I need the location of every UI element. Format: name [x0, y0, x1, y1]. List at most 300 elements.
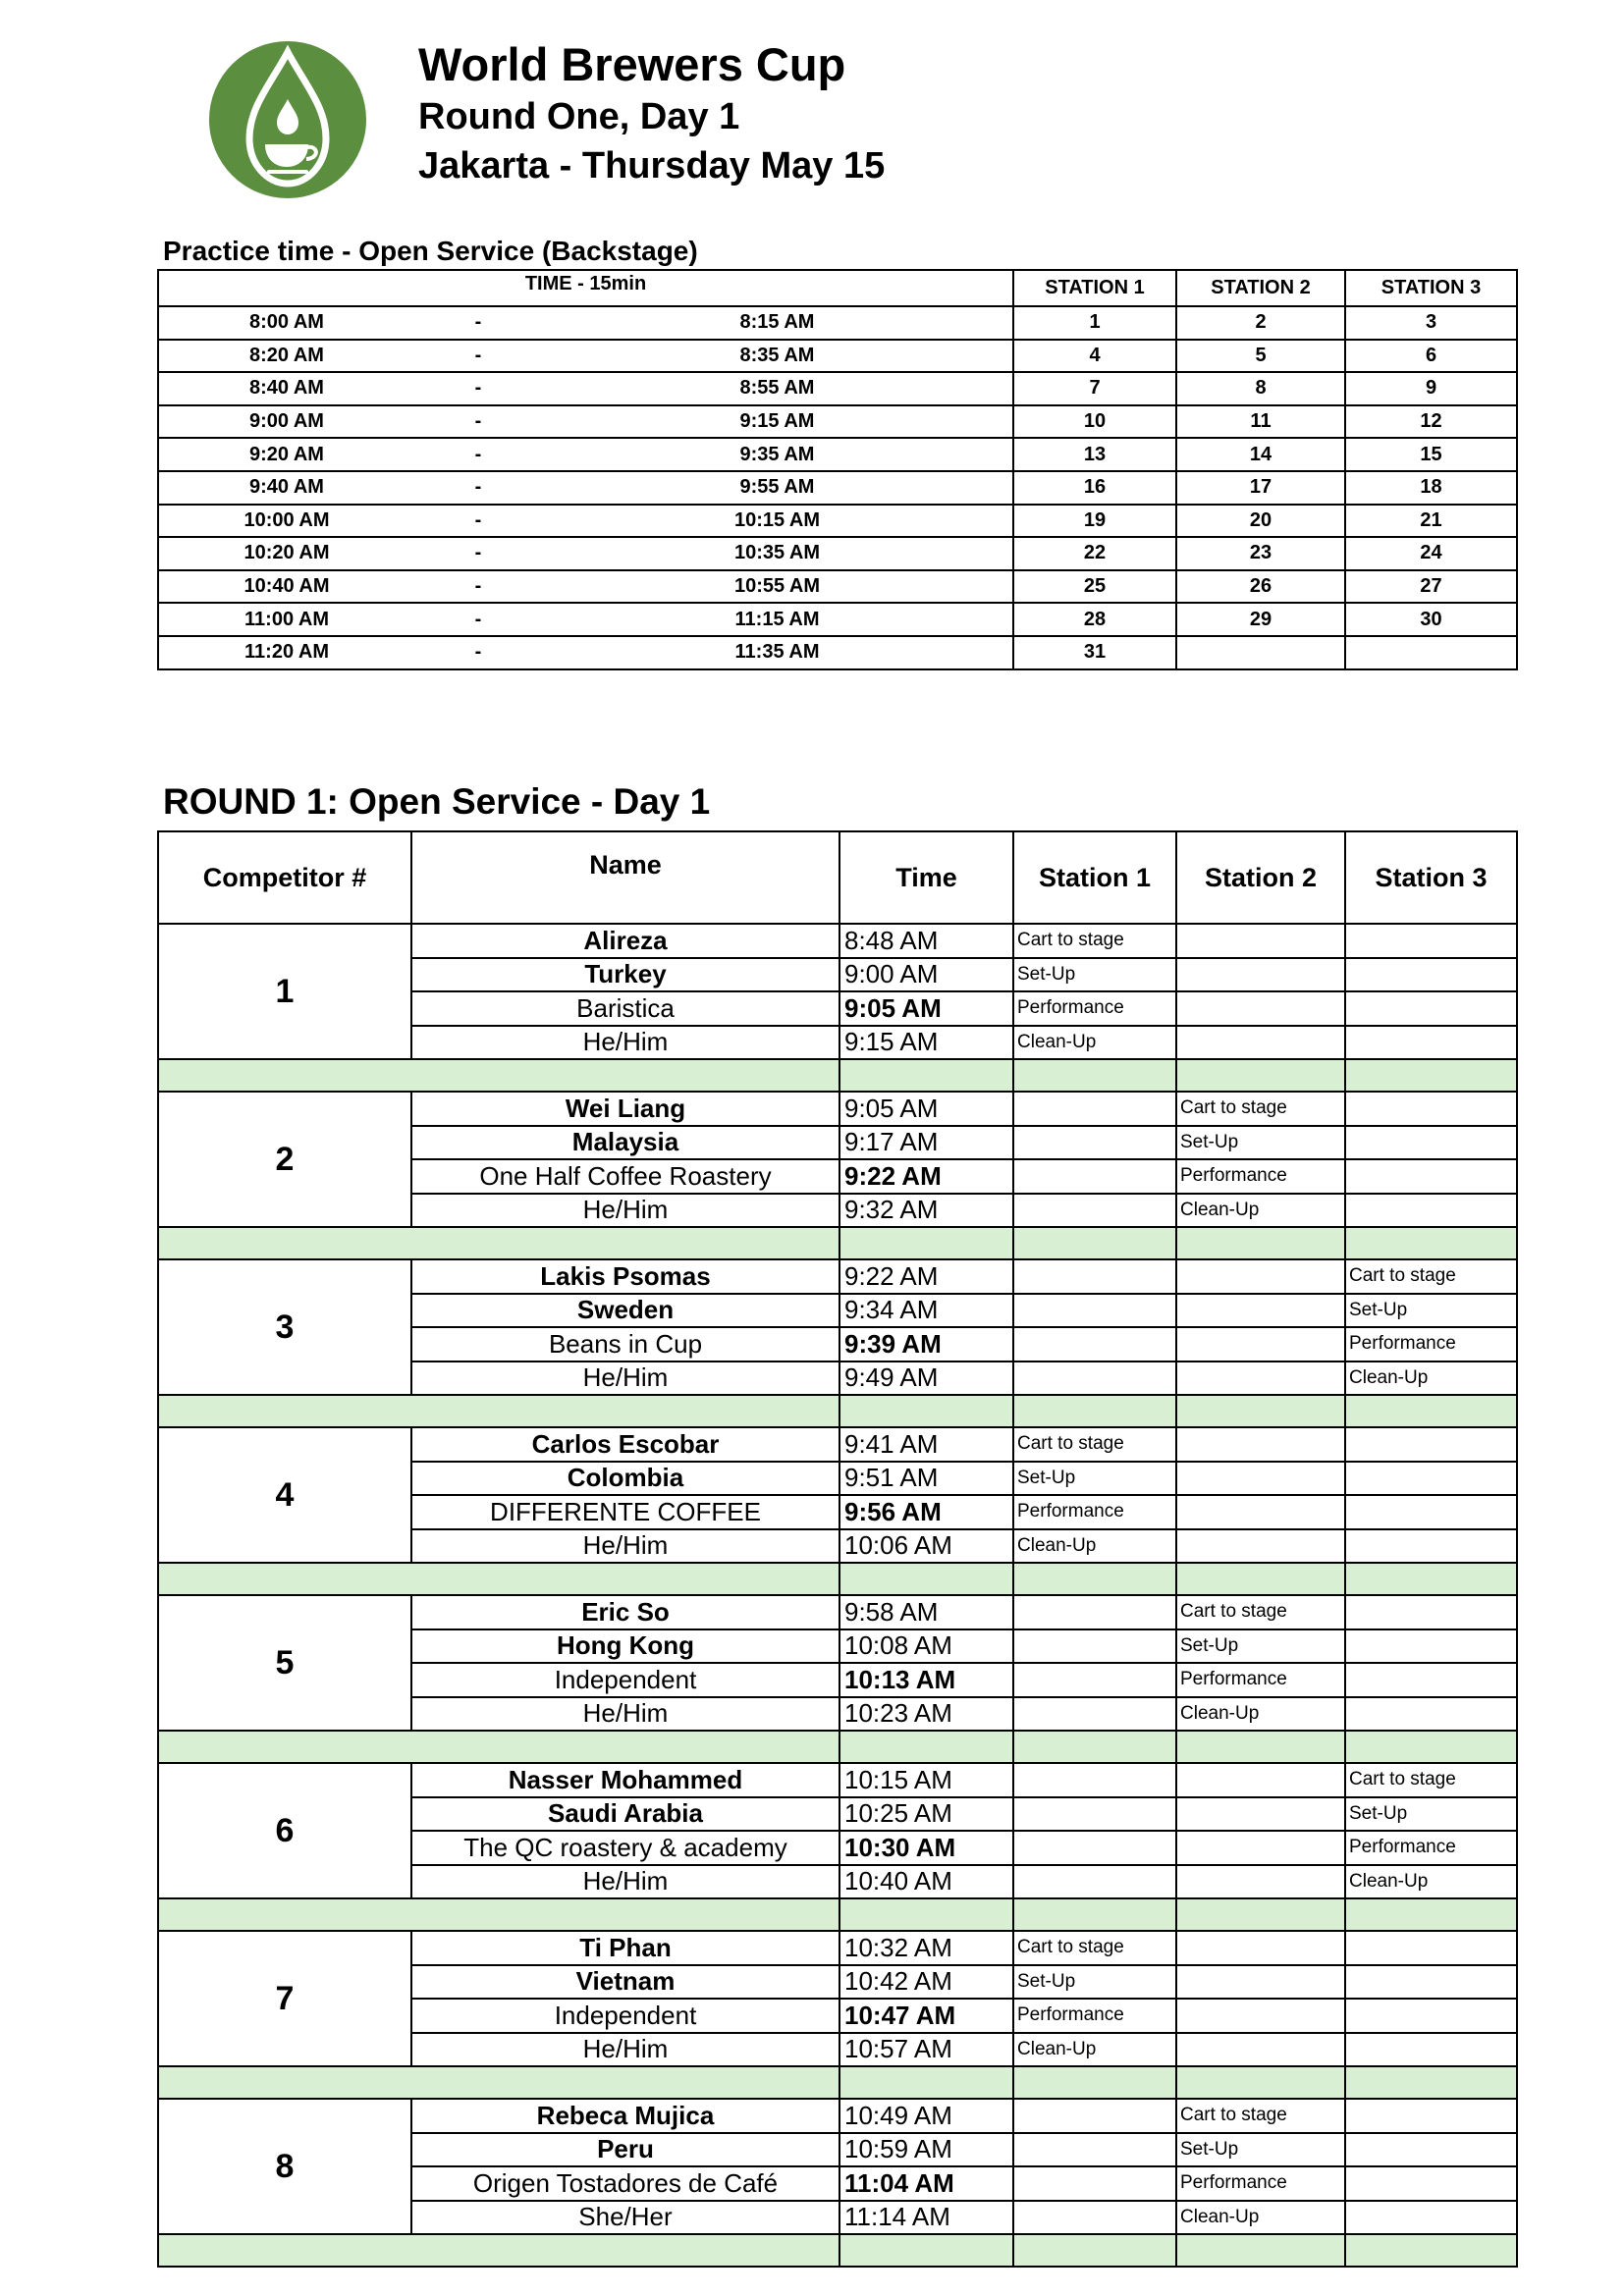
slot-time: 9:15 AM: [839, 1026, 1013, 1060]
separator-cell: [1345, 2066, 1517, 2099]
end-time: 10:15 AM: [733, 508, 821, 531]
station-3-slot: 15: [1345, 438, 1517, 471]
practice-header-row: [158, 270, 1517, 306]
competitor-pronouns: She/Her: [411, 2201, 839, 2235]
competitor-row: [158, 1259, 1517, 1294]
time-range-cell: [158, 471, 1013, 505]
slot-time: 8:48 AM: [839, 924, 1013, 958]
station-2-slot: 5: [1176, 340, 1345, 373]
competitor-name: Lakis Psomas: [411, 1259, 839, 1294]
separator-row: [158, 1227, 1517, 1259]
separator-cell: [1013, 1059, 1176, 1092]
step-set-up: Set-Up: [1176, 1629, 1345, 1664]
slot-time: 10:08 AM: [839, 1629, 1013, 1664]
slot-time: 10:32 AM: [839, 1931, 1013, 1965]
step-performance: Performance: [1176, 2166, 1345, 2201]
competitor-header: Competitor #: [158, 831, 411, 924]
empty-cell: [1013, 1259, 1176, 1294]
step-clean-up: Clean-Up: [1176, 1194, 1345, 1228]
competitor-company: One Half Coffee Roastery: [411, 1159, 839, 1194]
station-2-header: Station 2: [1176, 831, 1345, 924]
empty-cell: [1176, 1931, 1345, 1965]
station-3-slot: 6: [1345, 340, 1517, 373]
location-date: Jakarta - Thursday May 15: [418, 145, 886, 187]
start-time: 9:20 AM: [249, 443, 324, 465]
empty-cell: [1176, 1026, 1345, 1060]
step-set-up: Set-Up: [1013, 1462, 1176, 1496]
separator-cell: [1176, 1227, 1345, 1259]
slot-time: 9:05 AM: [839, 991, 1013, 1026]
station-2-slot: 20: [1176, 505, 1345, 538]
separator-cell: [839, 1898, 1013, 1931]
empty-cell: [1176, 1327, 1345, 1362]
station-2-header: STATION 2: [1176, 270, 1345, 306]
time-separator: -: [474, 575, 482, 598]
separator-cell: [1176, 1898, 1345, 1931]
slot-time: 9:22 AM: [839, 1159, 1013, 1194]
time-separator: -: [474, 508, 482, 531]
slot-time: 10:49 AM: [839, 2099, 1013, 2133]
station-3-slot: 24: [1345, 537, 1517, 570]
station-1-slot: 1: [1013, 306, 1176, 340]
station-2-slot: 2: [1176, 306, 1345, 340]
separator-cell: [1345, 1395, 1517, 1427]
slot-time: 11:04 AM: [839, 2166, 1013, 2201]
competitor-company: Independent: [411, 1663, 839, 1697]
station-3-slot: 12: [1345, 405, 1517, 439]
step-clean-up: Clean-Up: [1176, 2201, 1345, 2235]
empty-cell: [1345, 1529, 1517, 1564]
station-2-slot: 11: [1176, 405, 1345, 439]
station-2-slot: 29: [1176, 603, 1345, 636]
practice-row: [158, 405, 1517, 439]
empty-cell: [1345, 1495, 1517, 1529]
empty-cell: [1013, 1697, 1176, 1732]
empty-cell: [1013, 1595, 1176, 1629]
practice-table: [157, 269, 1518, 670]
station-1-slot: 31: [1013, 636, 1176, 669]
separator-cell: [839, 1731, 1013, 1763]
empty-cell: [1176, 1529, 1345, 1564]
step-clean-up: Clean-Up: [1013, 1529, 1176, 1564]
station-3-slot: 21: [1345, 505, 1517, 538]
slot-time: 9:51 AM: [839, 1462, 1013, 1496]
competitor-pronouns: He/Him: [411, 1697, 839, 1732]
slot-time: 10:47 AM: [839, 1999, 1013, 2033]
time-separator: -: [474, 608, 482, 630]
competitor-country: Hong Kong: [411, 1629, 839, 1664]
practice-row: [158, 438, 1517, 471]
separator-cell: [1345, 2234, 1517, 2267]
station-3-slot: 9: [1345, 372, 1517, 405]
station-3-slot: 30: [1345, 603, 1517, 636]
separator-cell: [1013, 1731, 1176, 1763]
start-time: 10:20 AM: [244, 542, 330, 564]
competitor-name: Carlos Escobar: [411, 1427, 839, 1462]
competitor-country: Saudi Arabia: [411, 1797, 839, 1832]
step-cart-to-stage: Cart to stage: [1345, 1763, 1517, 1797]
separator-cell: [1013, 2066, 1176, 2099]
time-separator: -: [474, 476, 482, 499]
separator-cell: [158, 1898, 839, 1931]
time-header: TIME - 15min: [158, 270, 1013, 306]
separator-cell: [839, 1395, 1013, 1427]
competitor-country: Turkey: [411, 958, 839, 992]
competitor-name: Wei Liang: [411, 1092, 839, 1126]
station-3-slot: 27: [1345, 570, 1517, 604]
step-set-up: Set-Up: [1013, 1965, 1176, 2000]
time-range-cell: [158, 372, 1013, 405]
competitor-pronouns: He/Him: [411, 1865, 839, 1899]
slot-time: 9:58 AM: [839, 1595, 1013, 1629]
slot-time: 10:06 AM: [839, 1529, 1013, 1564]
empty-cell: [1345, 1931, 1517, 1965]
separator-cell: [839, 1059, 1013, 1092]
competitor-number: 5: [158, 1595, 411, 1731]
empty-cell: [1176, 1999, 1345, 2033]
slot-time: 9:17 AM: [839, 1126, 1013, 1160]
empty-cell: [1013, 1362, 1176, 1396]
slot-time: 11:14 AM: [839, 2201, 1013, 2235]
station-1-slot: 22: [1013, 537, 1176, 570]
start-time: 11:00 AM: [244, 608, 329, 630]
separator-cell: [1345, 1898, 1517, 1931]
slot-time: 10:40 AM: [839, 1865, 1013, 1899]
empty-cell: [1013, 1194, 1176, 1228]
time-range-cell: [158, 405, 1013, 439]
empty-cell: [1176, 924, 1345, 958]
competitor-name: Alireza: [411, 924, 839, 958]
empty-cell: [1345, 924, 1517, 958]
round-caption: ROUND 1: Open Service - Day 1: [163, 781, 711, 822]
empty-cell: [1345, 1026, 1517, 1060]
step-performance: Performance: [1176, 1159, 1345, 1194]
station-3-slot: [1345, 636, 1517, 669]
separator-cell: [158, 1563, 839, 1595]
empty-cell: [1013, 1831, 1176, 1865]
practice-row: [158, 537, 1517, 570]
station-2-slot: 26: [1176, 570, 1345, 604]
station-1-slot: 13: [1013, 438, 1176, 471]
step-clean-up: Clean-Up: [1176, 1697, 1345, 1732]
time-range-cell: [158, 636, 1013, 669]
separator-cell: [1013, 1563, 1176, 1595]
time-range-cell: [158, 340, 1013, 373]
slot-time: 10:25 AM: [839, 1797, 1013, 1832]
empty-cell: [1176, 1797, 1345, 1832]
separator-cell: [1345, 1563, 1517, 1595]
empty-cell: [1345, 1595, 1517, 1629]
station-1-slot: 28: [1013, 603, 1176, 636]
practice-row: [158, 603, 1517, 636]
practice-row: [158, 306, 1517, 340]
empty-cell: [1345, 1965, 1517, 2000]
slot-time: 9:39 AM: [839, 1327, 1013, 1362]
empty-cell: [1345, 958, 1517, 992]
start-time: 11:20 AM: [244, 641, 329, 664]
empty-cell: [1013, 1294, 1176, 1328]
time-separator: -: [474, 410, 482, 433]
separator-cell: [158, 1059, 839, 1092]
competitor-pronouns: He/Him: [411, 1362, 839, 1396]
competitor-row: [158, 1427, 1517, 1462]
separator-cell: [1345, 1059, 1517, 1092]
empty-cell: [1013, 1327, 1176, 1362]
end-time: 11:35 AM: [734, 641, 820, 664]
empty-cell: [1013, 1629, 1176, 1664]
station-2-slot: 14: [1176, 438, 1345, 471]
competitor-pronouns: He/Him: [411, 1026, 839, 1060]
empty-cell: [1345, 1462, 1517, 1496]
empty-cell: [1176, 991, 1345, 1026]
competitor-row: [158, 1763, 1517, 1797]
slot-time: 10:23 AM: [839, 1697, 1013, 1732]
separator-cell: [1176, 1395, 1345, 1427]
separator-cell: [839, 1563, 1013, 1595]
separator-cell: [158, 2234, 839, 2267]
station-2-slot: 17: [1176, 471, 1345, 505]
competitor-company: Beans in Cup: [411, 1327, 839, 1362]
empty-cell: [1013, 1763, 1176, 1797]
station-2-slot: 8: [1176, 372, 1345, 405]
step-set-up: Set-Up: [1345, 1797, 1517, 1832]
empty-cell: [1176, 1259, 1345, 1294]
slot-time: 10:30 AM: [839, 1831, 1013, 1865]
station-1-slot: 19: [1013, 505, 1176, 538]
separator-row: [158, 1059, 1517, 1092]
empty-cell: [1013, 2099, 1176, 2133]
separator-cell: [158, 1731, 839, 1763]
station-3-header: Station 3: [1345, 831, 1517, 924]
end-time: 10:55 AM: [733, 575, 821, 598]
slot-time: 9:49 AM: [839, 1362, 1013, 1396]
competitor-company: Independent: [411, 1999, 839, 2033]
competitor-number: 6: [158, 1763, 411, 1898]
slot-time: 10:57 AM: [839, 2033, 1013, 2067]
step-cart-to-stage: Cart to stage: [1013, 1931, 1176, 1965]
competitor-country: Peru: [411, 2133, 839, 2167]
empty-cell: [1345, 1697, 1517, 1732]
step-set-up: Set-Up: [1176, 2133, 1345, 2167]
empty-cell: [1013, 1159, 1176, 1194]
competitor-country: Colombia: [411, 1462, 839, 1496]
competitor-name: Nasser Mohammed: [411, 1763, 839, 1797]
empty-cell: [1345, 2201, 1517, 2235]
separator-cell: [839, 2234, 1013, 2267]
end-time: 10:35 AM: [733, 542, 821, 564]
separator-cell: [1013, 1898, 1176, 1931]
slot-time: 9:56 AM: [839, 1495, 1013, 1529]
station-2-slot: [1176, 636, 1345, 669]
slot-time: 10:59 AM: [839, 2133, 1013, 2167]
station-1-slot: 4: [1013, 340, 1176, 373]
time-range-cell: [158, 537, 1013, 570]
empty-cell: [1176, 958, 1345, 992]
step-performance: Performance: [1176, 1663, 1345, 1697]
separator-row: [158, 1395, 1517, 1427]
step-clean-up: Clean-Up: [1345, 1865, 1517, 1899]
competitor-country: Vietnam: [411, 1965, 839, 2000]
separator-row: [158, 2234, 1517, 2267]
station-1-header: Station 1: [1013, 831, 1176, 924]
page-title: World Brewers Cup: [418, 38, 846, 90]
empty-cell: [1176, 1462, 1345, 1496]
step-performance: Performance: [1013, 1495, 1176, 1529]
time-separator: -: [474, 641, 482, 664]
step-clean-up: Clean-Up: [1013, 1026, 1176, 1060]
competitor-country: Sweden: [411, 1294, 839, 1328]
time-range-cell: [158, 603, 1013, 636]
step-set-up: Set-Up: [1013, 958, 1176, 992]
separator-cell: [1176, 2066, 1345, 2099]
slot-time: 9:32 AM: [839, 1194, 1013, 1228]
time-range-cell: [158, 505, 1013, 538]
practice-caption: Practice time - Open Service (Backstage): [163, 236, 698, 266]
competitor-name: Ti Phan: [411, 1931, 839, 1965]
end-time: 9:35 AM: [739, 443, 815, 465]
time-separator: -: [474, 443, 482, 465]
step-cart-to-stage: Cart to stage: [1176, 1595, 1345, 1629]
competitor-pronouns: He/Him: [411, 1194, 839, 1228]
end-time: 8:15 AM: [739, 311, 815, 334]
step-performance: Performance: [1013, 991, 1176, 1026]
step-cart-to-stage: Cart to stage: [1013, 924, 1176, 958]
competitor-name: Eric So: [411, 1595, 839, 1629]
empty-cell: [1013, 1126, 1176, 1160]
end-time: 8:35 AM: [739, 344, 815, 366]
step-clean-up: Clean-Up: [1013, 2033, 1176, 2067]
competitor-number: 3: [158, 1259, 411, 1395]
empty-cell: [1176, 1763, 1345, 1797]
competitor-row: [158, 1595, 1517, 1629]
slot-time: 9:00 AM: [839, 958, 1013, 992]
empty-cell: [1013, 2133, 1176, 2167]
station-3-slot: 18: [1345, 471, 1517, 505]
start-time: 10:00 AM: [244, 508, 330, 531]
separator-cell: [839, 1227, 1013, 1259]
slot-time: 10:15 AM: [839, 1763, 1013, 1797]
station-3-slot: 3: [1345, 306, 1517, 340]
separator-cell: [1013, 2234, 1176, 2267]
time-separator: -: [474, 311, 482, 334]
separator-cell: [1176, 1059, 1345, 1092]
separator-cell: [158, 2066, 839, 2099]
competitor-country: Malaysia: [411, 1126, 839, 1160]
empty-cell: [1013, 2201, 1176, 2235]
empty-cell: [1013, 2166, 1176, 2201]
step-set-up: Set-Up: [1345, 1294, 1517, 1328]
slot-time: 9:05 AM: [839, 1092, 1013, 1126]
separator-row: [158, 1563, 1517, 1595]
time-separator: -: [474, 344, 482, 366]
practice-row: [158, 372, 1517, 405]
start-time: 9:40 AM: [249, 476, 324, 499]
empty-cell: [1345, 2166, 1517, 2201]
empty-cell: [1345, 1663, 1517, 1697]
round-table: [157, 830, 1518, 2268]
start-time: 9:00 AM: [249, 410, 324, 433]
station-3-header: STATION 3: [1345, 270, 1517, 306]
competitor-number: 8: [158, 2099, 411, 2234]
station-1-slot: 10: [1013, 405, 1176, 439]
separator-cell: [158, 1395, 839, 1427]
step-cart-to-stage: Cart to stage: [1345, 1259, 1517, 1294]
step-set-up: Set-Up: [1176, 1126, 1345, 1160]
step-cart-to-stage: Cart to stage: [1013, 1427, 1176, 1462]
end-time: 11:15 AM: [734, 608, 820, 630]
empty-cell: [1013, 1663, 1176, 1697]
round-subtitle: Round One, Day 1: [418, 96, 740, 137]
empty-cell: [1176, 1427, 1345, 1462]
competitor-company: The QC roastery & academy: [411, 1831, 839, 1865]
separator-cell: [1013, 1395, 1176, 1427]
separator-cell: [1345, 1227, 1517, 1259]
empty-cell: [1176, 1831, 1345, 1865]
step-performance: Performance: [1345, 1831, 1517, 1865]
slot-time: 10:13 AM: [839, 1663, 1013, 1697]
cup-saucer: [267, 170, 308, 174]
competitor-row: [158, 1092, 1517, 1126]
time-range-cell: [158, 438, 1013, 471]
empty-cell: [1013, 1797, 1176, 1832]
start-time: 10:40 AM: [244, 575, 330, 598]
separator-cell: [1176, 1563, 1345, 1595]
empty-cell: [1345, 1427, 1517, 1462]
empty-cell: [1345, 1629, 1517, 1664]
time-range-cell: [158, 306, 1013, 340]
practice-row: [158, 570, 1517, 604]
start-time: 8:00 AM: [249, 311, 324, 334]
slot-time: 9:41 AM: [839, 1427, 1013, 1462]
station-1-slot: 25: [1013, 570, 1176, 604]
empty-cell: [1176, 1865, 1345, 1899]
empty-cell: [1176, 1362, 1345, 1396]
logo-icon: [208, 36, 367, 203]
separator-cell: [1176, 2234, 1345, 2267]
time-separator: -: [474, 377, 482, 400]
practice-row: [158, 340, 1517, 373]
empty-cell: [1345, 991, 1517, 1026]
start-time: 8:20 AM: [249, 344, 324, 366]
empty-cell: [1176, 1294, 1345, 1328]
competitor-name: Rebeca Mujica: [411, 2099, 839, 2133]
time-header: Time: [839, 831, 1013, 924]
start-time: 8:40 AM: [249, 377, 324, 400]
step-clean-up: Clean-Up: [1345, 1362, 1517, 1396]
empty-cell: [1345, 1126, 1517, 1160]
station-1-header: STATION 1: [1013, 270, 1176, 306]
empty-cell: [1176, 1965, 1345, 2000]
empty-cell: [1013, 1092, 1176, 1126]
name-header: Name: [411, 831, 839, 924]
practice-row: [158, 471, 1517, 505]
empty-cell: [1345, 1159, 1517, 1194]
station-1-slot: 16: [1013, 471, 1176, 505]
competitor-pronouns: He/Him: [411, 2033, 839, 2067]
step-cart-to-stage: Cart to stage: [1176, 1092, 1345, 1126]
slot-time: 10:42 AM: [839, 1965, 1013, 2000]
time-separator: -: [474, 542, 482, 564]
competitor-number: 4: [158, 1427, 411, 1563]
station-1-slot: 7: [1013, 372, 1176, 405]
step-cart-to-stage: Cart to stage: [1176, 2099, 1345, 2133]
time-range-cell: [158, 570, 1013, 604]
empty-cell: [1345, 1999, 1517, 2033]
competitor-row: [158, 2099, 1517, 2133]
end-time: 9:15 AM: [739, 410, 815, 433]
separator-cell: [1013, 1227, 1176, 1259]
separator-cell: [1176, 1731, 1345, 1763]
